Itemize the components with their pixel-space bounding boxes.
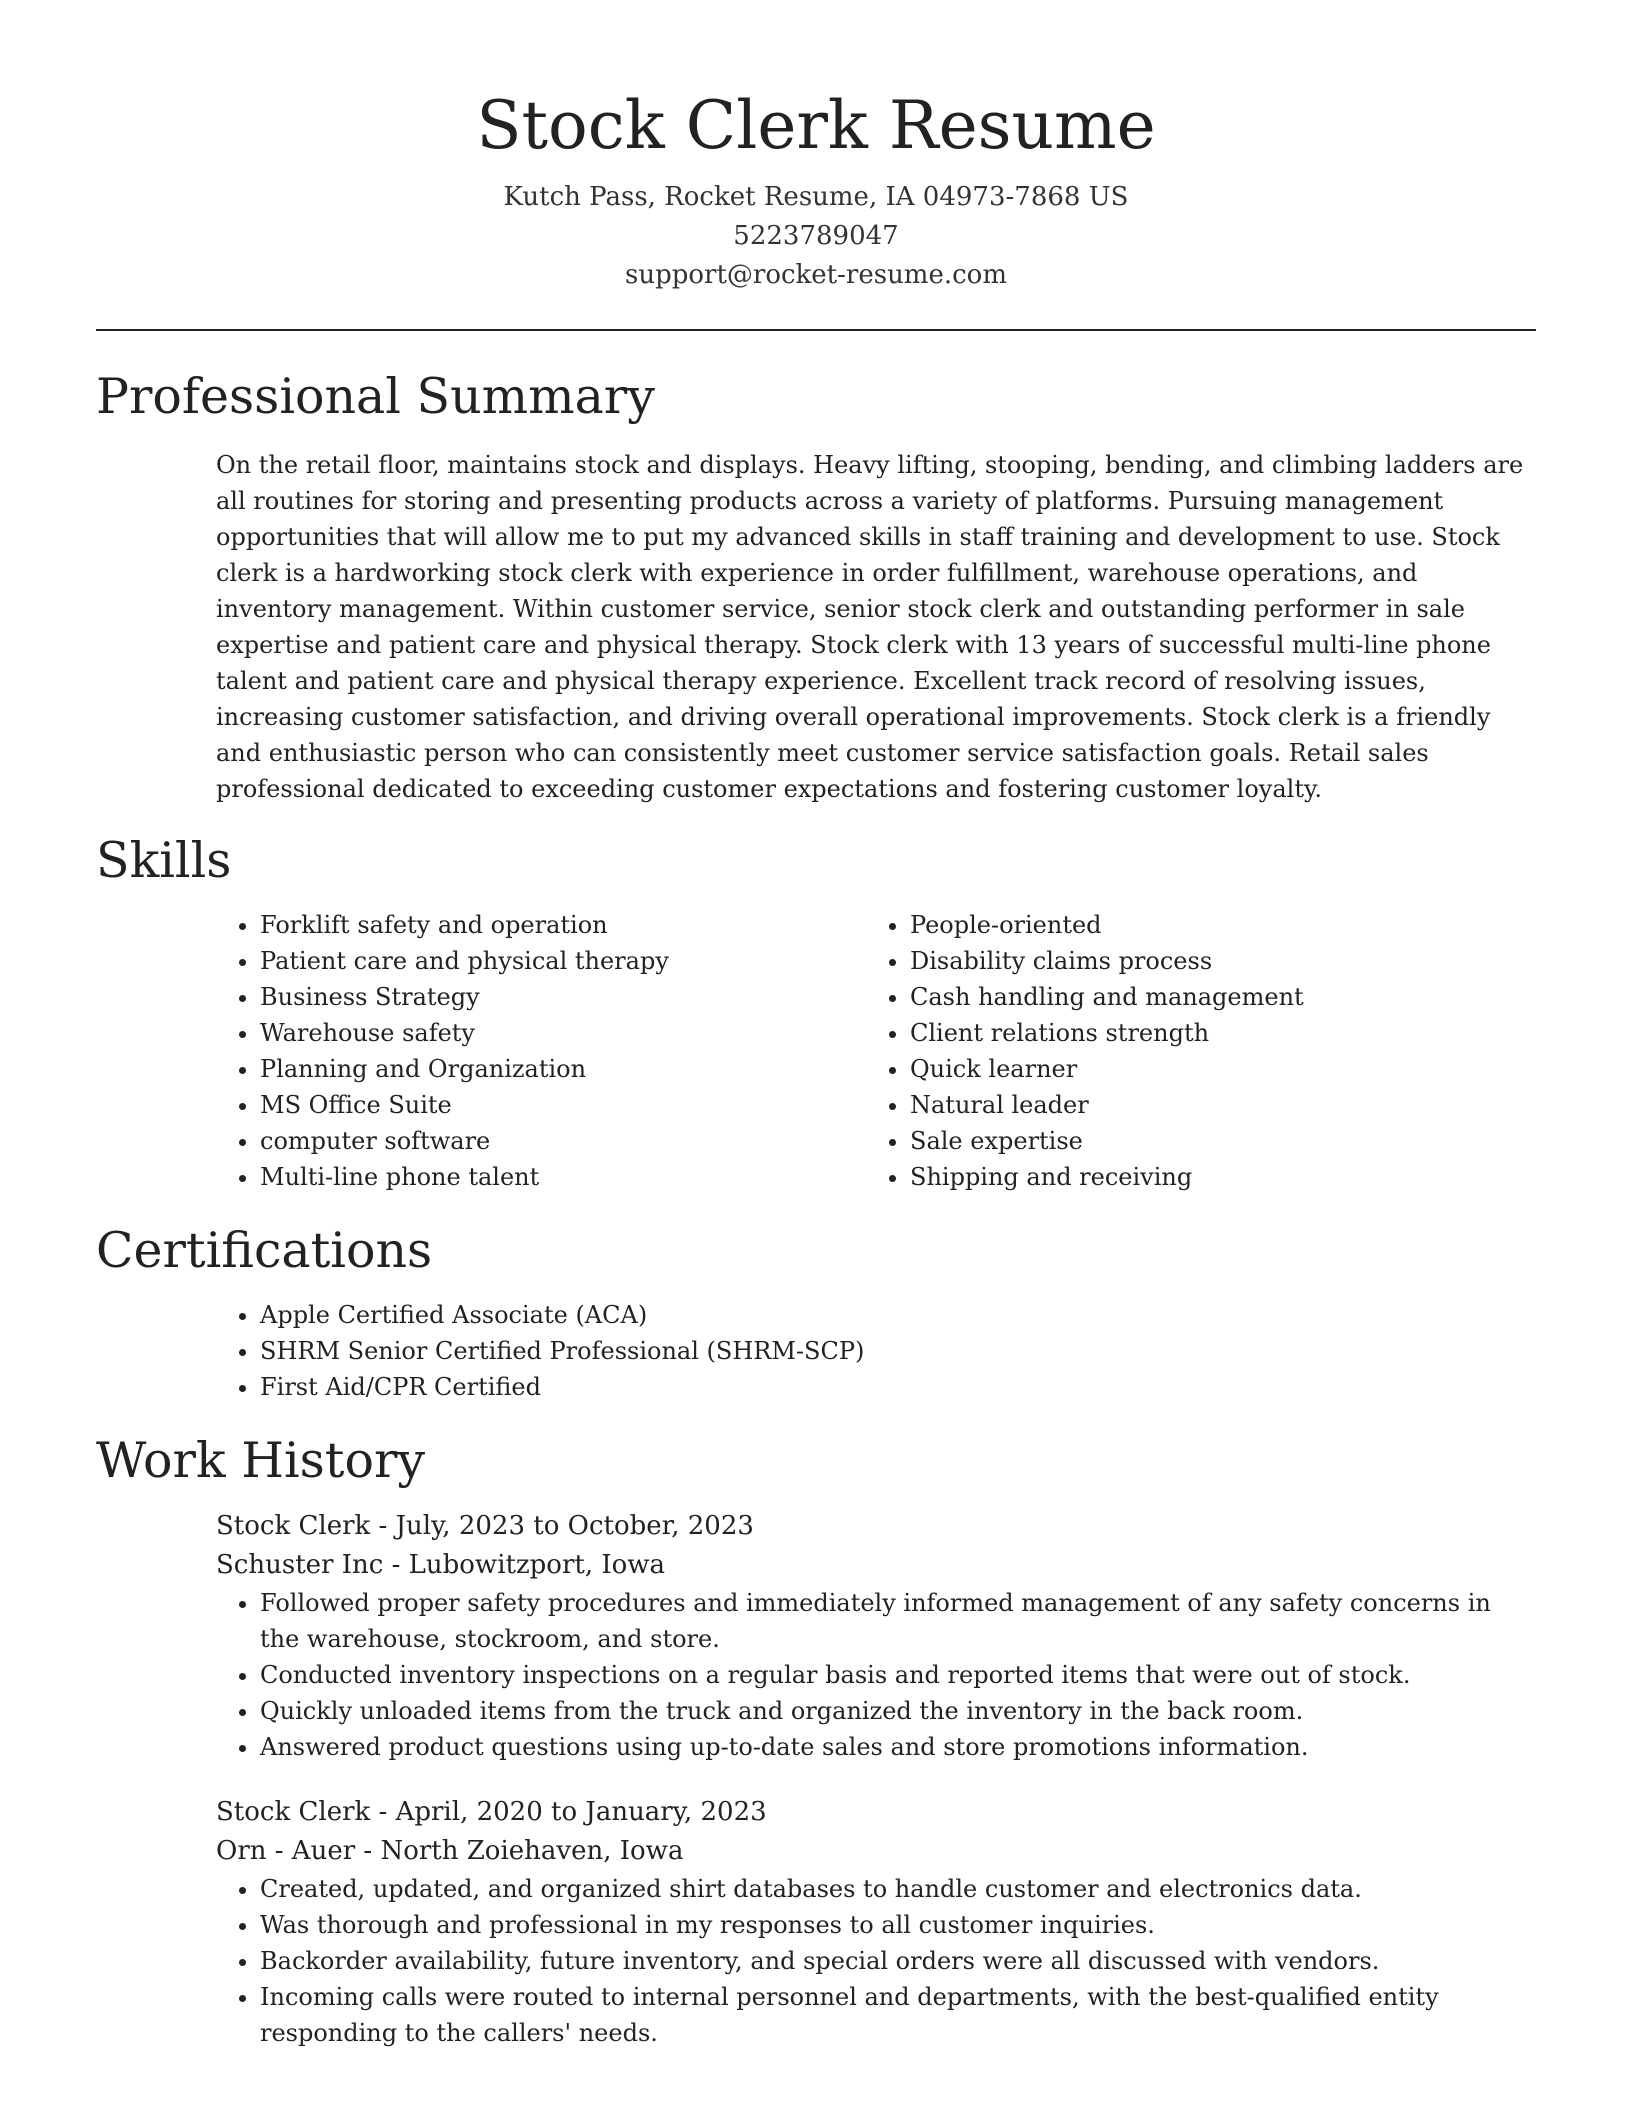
job-title: Stock Clerk - July, 2023 to October, 2023 xyxy=(216,1511,754,1541)
skill-item: • Sale expertise xyxy=(910,1123,1516,1159)
contact-info xyxy=(96,178,1536,295)
job-entry xyxy=(216,1507,1536,1765)
job-company: Schuster Inc - Lubowitzport, Iowa xyxy=(216,1550,666,1580)
job-duty-item: • Conducted inventory inspections on a regular basis and reported items that were out of stock. xyxy=(260,1657,1536,1693)
contact-phone: 5223789047 xyxy=(733,221,899,251)
header-divider xyxy=(96,329,1536,331)
job-duty-item: • Was thorough and professional in my responses to all customer inquiries. xyxy=(260,1907,1536,1943)
summary-text: On the retail floor, maintains stock and displays. Heavy lifting, stooping, bending, and climbing ladders are all routines for storing and presenting products across a variety of platforms. Pursuing management opportunities that will allow me to put my advanced skills in staff training and development to use. Stock clerk is a hardworking stock clerk with experience in order fulfillment, warehouse operations, and inventory management. Within customer service, senior stock clerk and outstanding performer in sale expertise and patient care and physical therapy. Stock clerk with 13 years of successful multi-line phone talent and patient care and physical therapy experience. Excellent track record of resolving issues, increasing customer satisfaction, and driving overall operational improvements. Stock clerk is a friendly and enthusiastic person who can consistently meet customer service satisfaction goals. Retail sales professional dedicated to exceeding customer expectations and fostering customer loyalty. xyxy=(216,451,1524,803)
work-history-heading: Work History xyxy=(96,1432,426,1489)
skill-item: • Patient care and physical therapy xyxy=(260,943,866,979)
job-entry xyxy=(216,1793,1536,2051)
skill-item: • Multi-line phone talent xyxy=(260,1159,866,1195)
job-duty-item: • Followed proper safety procedures and immediately informed management of any safety concerns in the warehouse, stockroom, and store. xyxy=(260,1585,1536,1657)
job-duty-item: • Incoming calls were routed to internal personnel and departments, with the best-qualified entity responding to the callers' needs. xyxy=(260,1979,1536,2051)
skill-item: • People-oriented xyxy=(910,907,1516,943)
certification-item: • First Aid/CPR Certified xyxy=(260,1369,1536,1405)
job-company: Orn - Auer - North Zoiehaven, Iowa xyxy=(216,1836,684,1866)
certifications-heading: Certifications xyxy=(96,1222,433,1279)
contact-email: support@rocket-resume.com xyxy=(624,260,1007,290)
skill-item: • MS Office Suite xyxy=(260,1087,866,1123)
resume-title: Stock Clerk Resume xyxy=(476,87,1156,164)
resume-header xyxy=(96,0,1536,295)
skill-item: • Disability claims process xyxy=(910,943,1516,979)
skill-item: • Cash handling and management xyxy=(910,979,1516,1015)
job-duty-item: • Quickly unloaded items from the truck and organized the inventory in the back room. xyxy=(260,1693,1536,1729)
skill-item: • Planning and Organization xyxy=(260,1051,866,1087)
job-duties xyxy=(216,1871,1536,2051)
skill-item: • computer software xyxy=(260,1123,866,1159)
skills-column-right xyxy=(866,907,1516,1195)
skill-item: • Quick learner xyxy=(910,1051,1516,1087)
skills-section xyxy=(96,831,1536,1195)
skill-item: • Forklift safety and operation xyxy=(260,907,866,943)
skill-item: • Client relations strength xyxy=(910,1015,1516,1051)
resume-page xyxy=(96,0,1536,2051)
job-duty-item: • Backorder availability, future inventory, and special orders were all discussed with vendors. xyxy=(260,1943,1536,1979)
skill-item: • Shipping and receiving xyxy=(910,1159,1516,1195)
certification-item: • SHRM Senior Certified Professional (SHRM-SCP) xyxy=(260,1333,1536,1369)
skills-heading: Skills xyxy=(96,832,232,889)
job-duty-item: • Created, updated, and organized shirt databases to handle customer and electronics data. xyxy=(260,1871,1536,1907)
job-duties xyxy=(216,1585,1536,1765)
summary-heading: Professional Summary xyxy=(96,368,655,425)
job-duty-item: • Answered product questions using up-to-date sales and store promotions information. xyxy=(260,1729,1536,1765)
summary-section xyxy=(96,367,1536,807)
certifications-section xyxy=(96,1221,1536,1405)
job-title: Stock Clerk - April, 2020 to January, 2023 xyxy=(216,1797,767,1827)
certification-item: • Apple Certified Associate (ACA) xyxy=(260,1297,1536,1333)
skill-item: • Warehouse safety xyxy=(260,1015,866,1051)
work-history-section xyxy=(96,1431,1536,2051)
skill-item: • Natural leader xyxy=(910,1087,1516,1123)
skill-item: • Business Strategy xyxy=(260,979,866,1015)
skills-column-left xyxy=(216,907,866,1195)
contact-address: Kutch Pass, Rocket Resume, IA 04973-7868 US xyxy=(503,182,1129,212)
